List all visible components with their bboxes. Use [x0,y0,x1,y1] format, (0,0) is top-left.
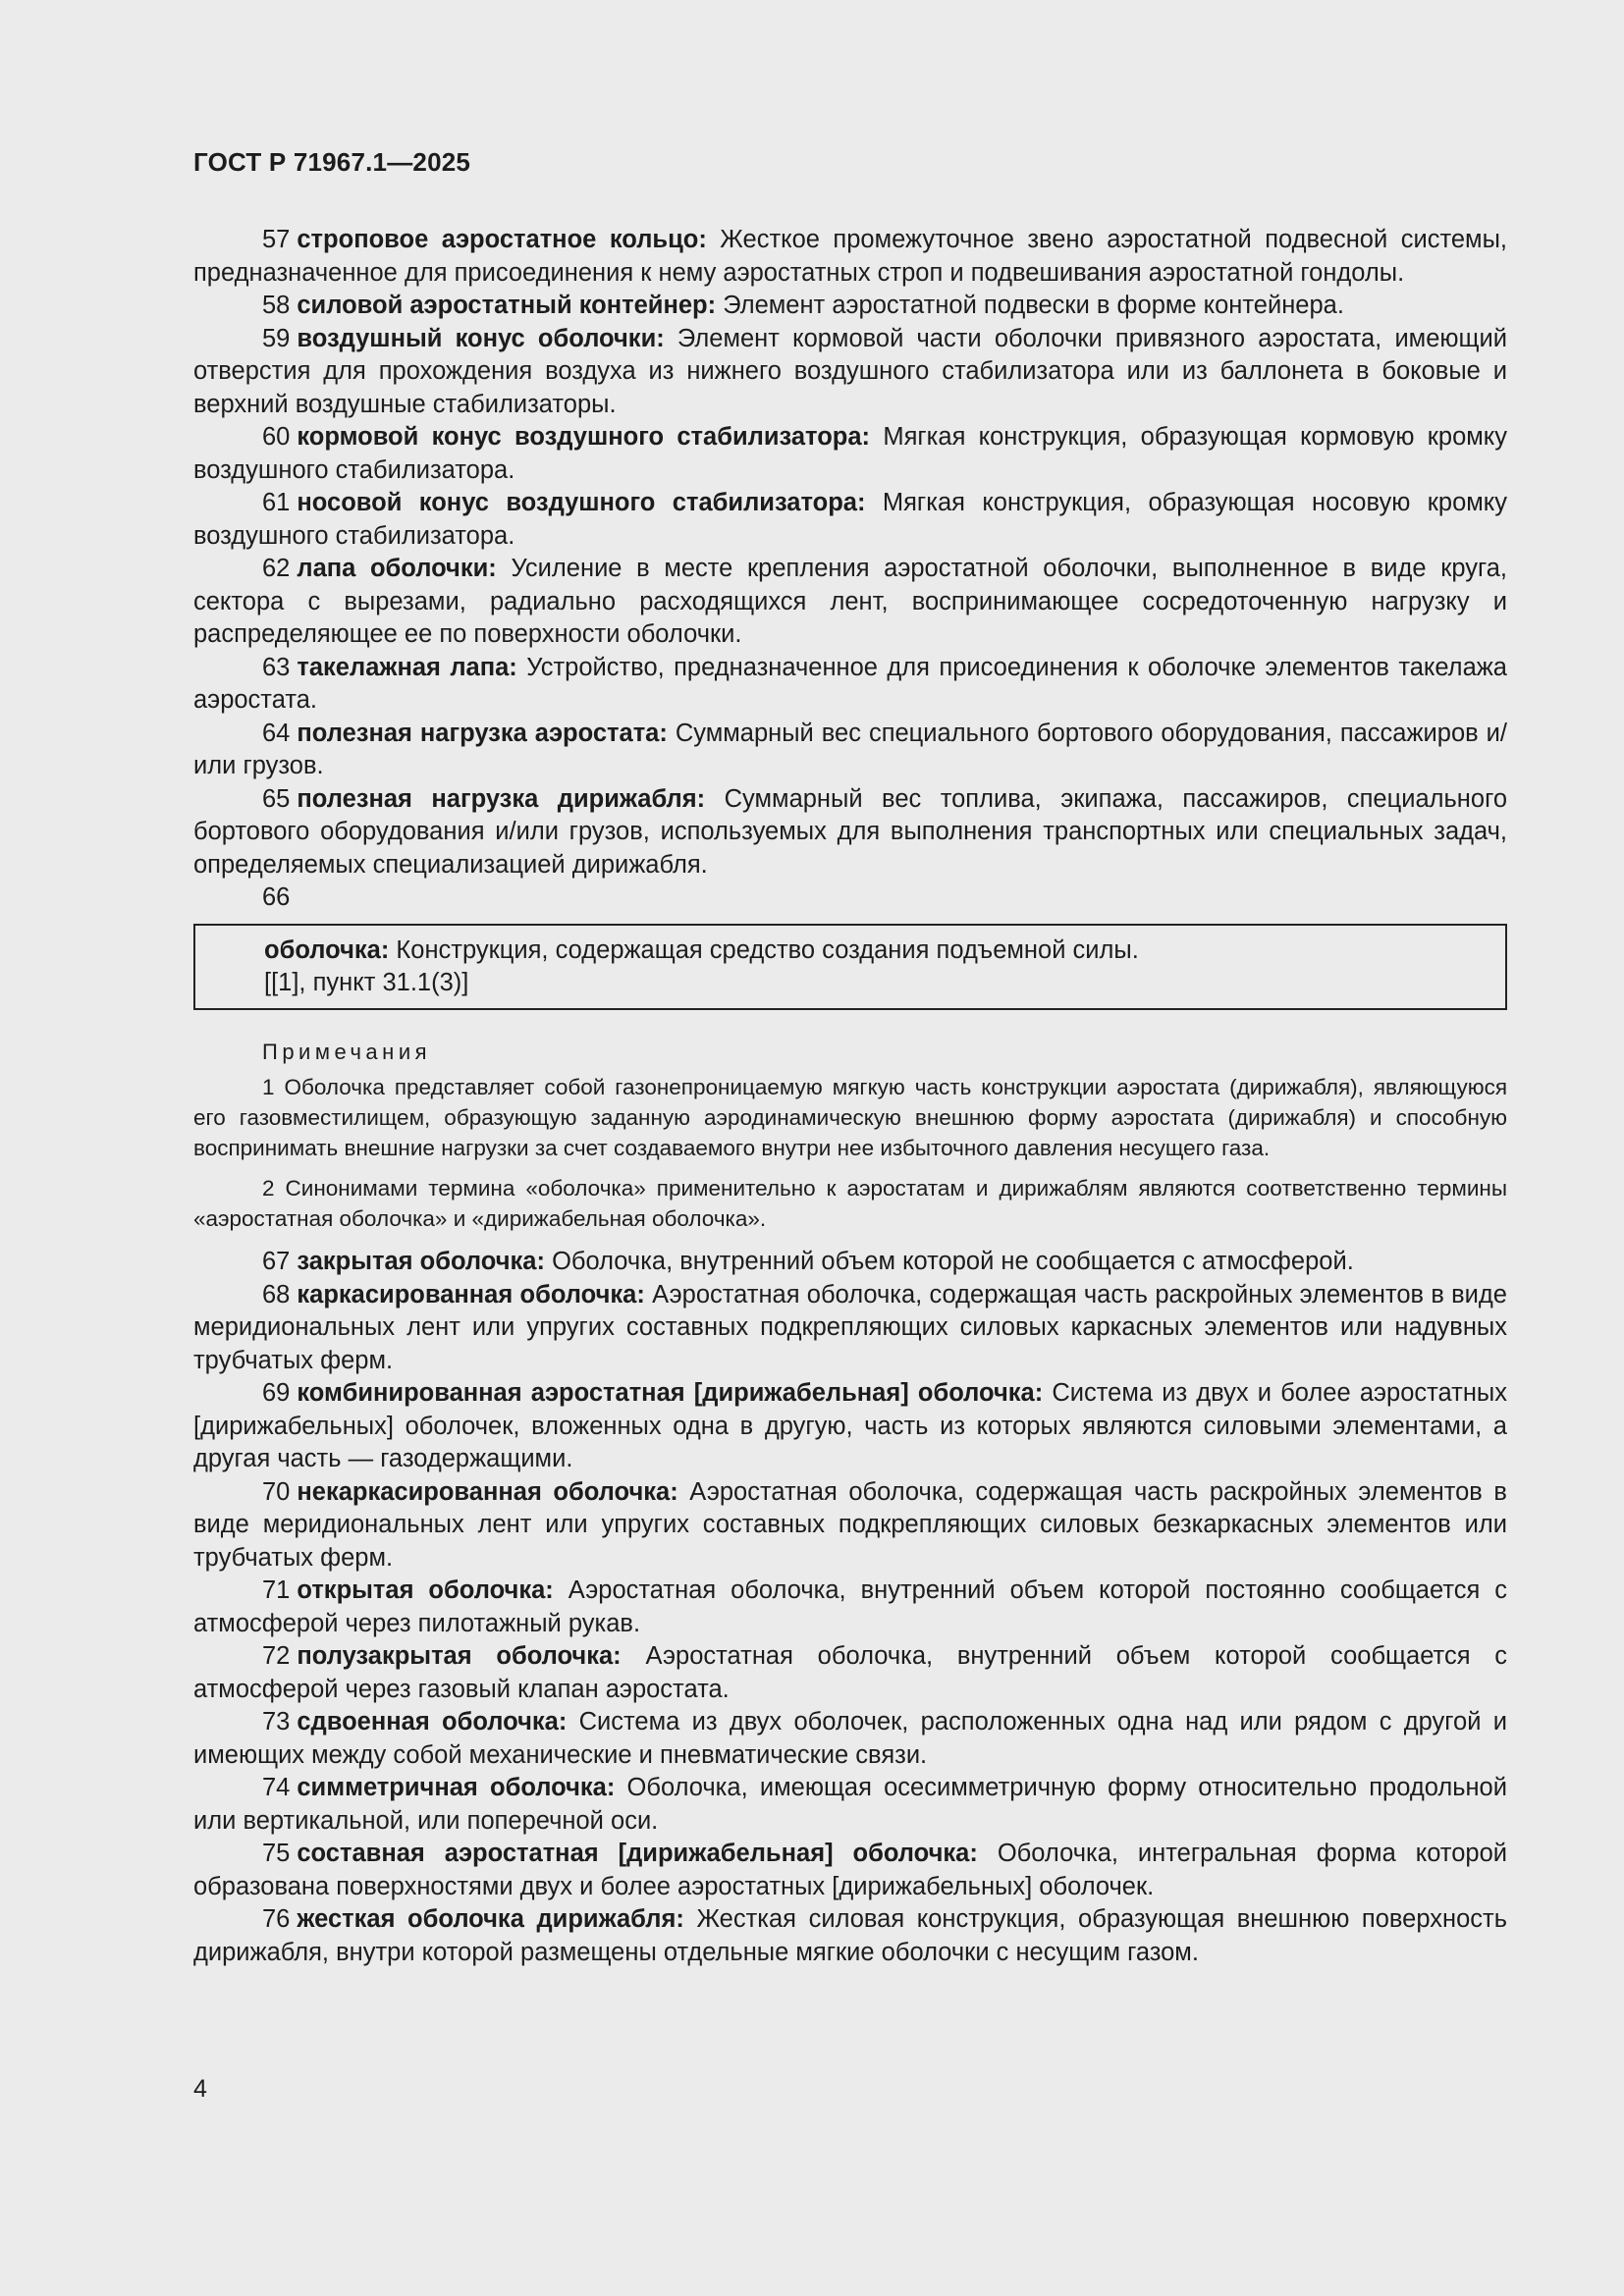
term-entry [193,1838,1507,1903]
term-name: симметричная оболочка: [297,1774,616,1801]
term-entry [193,1772,1507,1838]
definition-source: [[1], пункт 31.1(3)] [264,969,469,996]
term-entry [193,1377,1507,1476]
term-entry [193,1903,1507,1969]
term-name: воздушный конус оболочки: [297,324,665,352]
term-definition: Аэростатная оболочка, содержащая часть раскройных элементов в виде меридиональных лент или упругих составных подкрепляющих силовых безкаркасных элементов или трубчатых ферм. [193,1477,1507,1572]
term-entry [193,1575,1507,1640]
term-entry [193,718,1507,783]
term-number: 65 [262,784,291,813]
term-number: 75 [262,1840,291,1867]
note-item: 1 Оболочка представляет собой газонепроницаемую мягкую часть конструкции аэростата (дирижабля), являющуюся его газовместилищем, образующую заданную аэродинамическую внешнюю форму аэростата (дирижабля) и способную воспринимать внешние нагрузки за счет создаваемого внутри нее избыточного давления несущего газа. [193,1075,1507,1160]
page-content [193,224,1507,1969]
term-entry [193,487,1507,553]
term-entry [193,290,1507,323]
term-entry [193,652,1507,718]
term-definition: Аэростатная оболочка, внутренний объем которой постоянно сообщается с атмосферой через пилотажный рукав. [193,1576,1507,1637]
term-definition: Жесткая силовая конструкция, образующая внешнюю поверхность дирижабля, внутри которой размещены отдельные мягкие оболочки с несущим газом. [193,1905,1507,1966]
term-number: 70 [262,1477,291,1506]
term-definition: Устройство, предназначенное для присоединения к оболочке элементов такелажа аэростата. [193,653,1507,714]
term-number: 67 [262,1248,291,1275]
term-number: 59 [262,324,291,352]
term-definition: Мягкая конструкция, образующая носовую кромку воздушного стабилизатора. [193,489,1507,550]
term-number: 76 [262,1905,291,1933]
document-header: ГОСТ Р 71967.1—2025 [193,147,471,177]
term-number: 61 [262,489,291,516]
term-name: сдвоенная оболочка: [297,1708,568,1735]
term-entry [193,553,1507,652]
term-definition: Мягкая конструкция, образующая кормовую кромку воздушного стабилизатора. [193,423,1507,484]
term-number: 64 [262,719,291,747]
term-definition: Система из двух и более аэростатных [дирижабельных] оболочек, вложенных одна в другую, часть из которых являются силовыми элементами, а другая часть — газодержащими. [193,1379,1507,1472]
term-name: полезная нагрузка аэростата: [297,719,668,747]
term-name: лапа оболочки: [297,555,497,582]
term-entry [193,1706,1507,1772]
term-definition: Аэростатная оболочка, содержащая часть раскройных элементов в виде меридиональных лент или упругих составных подкрепляющих силовых каркасных элементов или надувных трубчатых ферм. [193,1280,1507,1374]
term-definition: Конструкция, содержащая средство создания подъемной силы. [396,935,1139,964]
note-item: 2 Синонимами термина «оболочка» применительно к аэростатам и дирижаблям являются соответственно термины «аэростатная оболочка» и «дирижабельная оболочка». [193,1176,1507,1231]
term-entry [193,323,1507,422]
term-number: 68 [262,1280,291,1308]
term-name: оболочка: [264,935,390,964]
term-number: 71 [262,1576,291,1604]
term-name: полезная нагрузка дирижабля: [297,784,706,813]
term-entry [193,1476,1507,1575]
term-name: жесткая оболочка дирижабля: [297,1905,684,1933]
term-entry [193,421,1507,487]
term-definition: Оболочка, внутренний объем которой не сообщается с атмосферой. [552,1248,1354,1275]
page-number: 4 [193,2075,207,2103]
term-entry [193,1640,1507,1706]
term-number-66: 66 [262,883,291,911]
boxed-definition-text [264,934,1505,968]
term-entries-57-65 [193,224,1507,881]
term-name: строповое аэростатное кольцо: [297,226,707,253]
term-definition: Элемент кормовой части оболочки привязного аэростата, имеющий отверстия для прохождения воздуха из нижнего воздушного стабилизатора или из баллонета в боковые и верхний воздушные стабилизаторы. [193,324,1507,418]
term-name: каркасированная оболочка: [297,1280,645,1308]
term-definition: Оболочка, интегральная форма которой образована поверхностями двух и более аэростатных [дирижабельных] оболочек. [193,1840,1507,1900]
term-number: 74 [262,1774,291,1801]
term-name: комбинированная аэростатная [дирижабельная] оболочка: [297,1379,1044,1407]
notes-list [193,1072,1507,1234]
term-definition: Система из двух оболочек, расположенных одна над или рядом с другой и имеющих между собой механические и пневматические связи. [193,1708,1507,1769]
term-number: 57 [262,226,291,253]
term-definition: Аэростатная оболочка, внутренний объем которой сообщается с атмосферой через газовый клапан аэростата. [193,1642,1507,1703]
term-entry [193,783,1507,882]
term-name: кормовой конус воздушного стабилизатора: [297,423,871,451]
notes-title: Примечания [262,1039,432,1064]
term-entry [193,224,1507,290]
term-definition: Элемент аэростатной подвески в форме контейнера. [723,292,1344,319]
term-number: 62 [262,555,291,582]
term-definition: Оболочка, имеющая осесимметричную форму относительно продольной или вертикальной, или поперечной оси. [193,1774,1507,1835]
term-definition: Усиление в месте крепления аэростатной оболочки, выполненное в виде круга, сектора с вырезами, радиально расходящихся лент, воспринимающее сосредоточенную нагрузку и распределяющее ее по поверхности оболочки. [193,555,1507,648]
term-definition: Суммарный вес топлива, экипажа, пассажиров, специального бортового оборудования и/или грузов, используемых для выполнения транспортных или специальных задач, определяемых специализацией дирижабля. [193,784,1507,879]
term-name: закрытая оболочка: [297,1248,545,1275]
term-definition: Жесткое промежуточное звено аэростатной подвесной системы, предназначенное для присоединения к нему аэростатных строп и подвешивания аэростатной гондолы. [193,226,1507,287]
term-number: 69 [262,1379,291,1407]
term-name: силовой аэростатный контейнер: [297,292,717,319]
term-number: 58 [262,292,291,319]
term-number: 73 [262,1708,291,1735]
term-name: некаркасированная оболочка: [297,1477,678,1506]
term-name: такелажная лапа: [297,653,517,681]
term-name: полузакрытая оболочка: [297,1642,622,1670]
term-entries-67-76 [193,1246,1507,1969]
term-number: 63 [262,653,291,681]
term-entry [193,1246,1507,1279]
term-entry [193,1279,1507,1378]
term-definition: Суммарный вес специального бортового оборудования, пассажиров и/или грузов. [193,719,1508,779]
boxed-definition [193,924,1507,1010]
term-name: носовой конус воздушного стабилизатора: [297,489,866,516]
term-number: 72 [262,1642,291,1670]
term-name: открытая оболочка: [297,1576,554,1604]
term-name: составная аэростатная [дирижабельная] оболочка: [297,1840,978,1867]
term-number: 60 [262,423,291,451]
